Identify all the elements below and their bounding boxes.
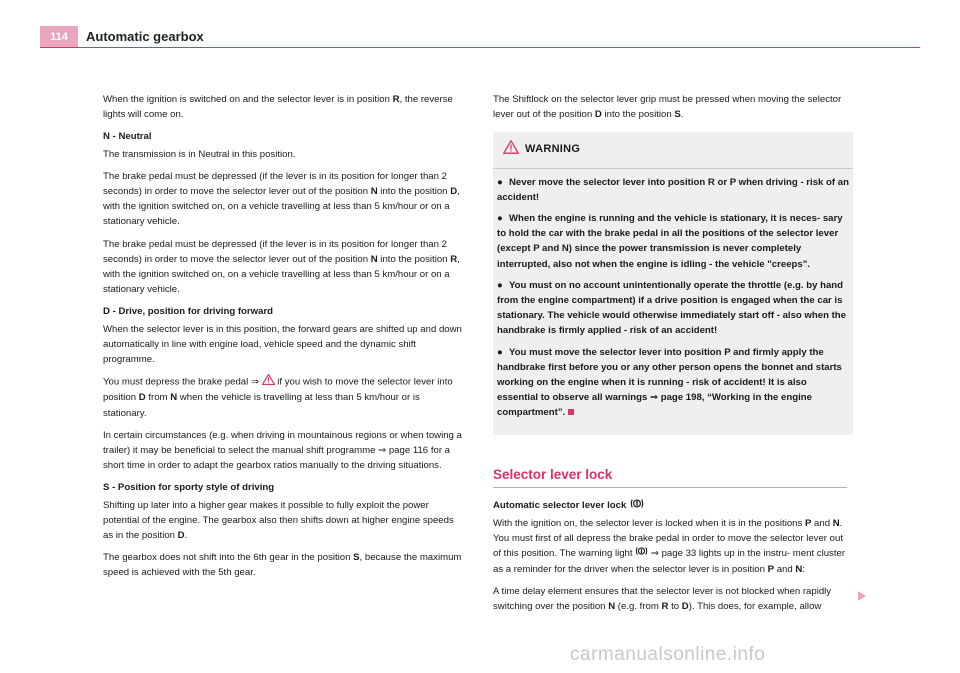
paragraph: When the ignition is switched on and the selector lever is in position R, the reverse lights will come on. <box>103 94 453 121</box>
warning-item: ● You must on no account unintentionally operate the throttle (e.g. by hand from the engine compartment) if a drive position is engaged when the car is stationary. The vehicle would otherwise immediately start off - also when the handbrake is firmly applied - risk of an accident! <box>497 279 847 337</box>
paragraph: The transmission is in Neutral in this position. <box>103 148 296 160</box>
paragraph: The brake pedal must be depressed (if the lever is in its position for longer than 2 seconds) in order to move the selector lever out of the position N into the position D, with the ignition switched on, on a vehicle travelling at less than 5 km/hour or on a stationary vehicle. <box>103 170 460 228</box>
paragraph: The brake pedal must be depressed (if the lever is in its position for longer than 2 seconds) in order to move the selector lever out of the position N into the position R, with the ignition switched on, on a vehicle travelling at less than 5 km/hour or on a stationary vehicle. <box>103 238 460 296</box>
neutral-heading: N - Neutral <box>103 131 152 143</box>
lever-lock-heading: Automatic selector lever lock <box>493 498 853 514</box>
paragraph: With the ignition on, the selector lever is locked when it is in the positions P and N. You must first of all depress the brake pedal in order to move the selector lever out of this position. The warning light ⇒ page 33 lights up in the instru- ment cluster as a reminder for the driver when the selector lever is in position P and N: <box>493 518 846 575</box>
warning-item: ● You must move the selector lever into position P and firmly apply the handbrake first before you or any other person opens the bonnet and starts working on the engine when it is running - risk of accident! It is also essential to observe all warnings ⇒ page 198, “Working in the engine compartment”. <box>497 346 842 419</box>
page-number: 114 <box>40 26 78 48</box>
end-marker-icon <box>568 409 574 415</box>
right-column <box>493 92 853 621</box>
sport-heading: S - Position for sporty style of driving <box>103 482 275 494</box>
paragraph: In certain circumstances (e.g. when driving in mountainous regions or when towing a trailer) it may be beneficial to select the manual shift programme ⇒ page 116 for a short time in order to adapt the gearbox ratios manually to the driving situations. <box>103 429 462 472</box>
page-title: Automatic gearbox <box>86 29 204 44</box>
paragraph: The Shiftlock on the selector lever grip must be pressed when moving the selector lever out of the position D into the position S. <box>493 94 842 121</box>
paragraph: The gearbox does not shift into the 6th gear in the position S, because the maximum speed is achieved with the 5th gear. <box>103 552 462 579</box>
warning-triangle-icon[interactable] <box>262 374 275 390</box>
paragraph: Shifting up later into a higher gear makes it possible to fully exploit the power potential of the engine. The gearbox also then shifts down at higher engine speeds as in the position D. <box>103 499 454 542</box>
paragraph: You must depress the brake pedal ⇒ if you wish to move the selector lever into position D from N when the vehicle is travelling at less than 5 km/hour or is stationary. <box>103 374 463 421</box>
paragraph: A time delay element ensures that the selector lever is not blocked when rapidly switching over the position N (e.g. from R to D). This does, for example, allow <box>493 586 832 613</box>
warning-box <box>493 132 853 434</box>
selector-lever-lock-icon <box>630 498 644 514</box>
watermark: carmanualsonline.info <box>570 644 766 665</box>
warning-title: WARNING <box>525 143 581 156</box>
continue-arrow-icon[interactable] <box>857 589 867 607</box>
page-header <box>40 26 920 48</box>
warning-item: ● Never move the selector lever into position R or P when driving - risk of an accident! <box>497 176 849 203</box>
paragraph: When the selector lever is in this position, the forward gears are shifted up and down automatically in line with engine load, vehicle speed and the dynamic shift programme. <box>103 323 462 366</box>
selector-lever-lock-icon <box>635 546 648 561</box>
header-divider <box>40 47 920 48</box>
left-column <box>103 92 463 588</box>
warning-header <box>493 132 853 168</box>
section-title: Selector lever lock <box>493 467 847 488</box>
warning-triangle-icon <box>503 140 519 159</box>
drive-heading: D - Drive, position for driving forward <box>103 306 274 318</box>
warning-item: ● When the engine is running and the vehicle is stationary, it is neces- sary to hold the car with the brake pedal in all the positions of the selector lever (except P and N) since the power transmission is never completely interrupted, also not when the engine is idling - the vehicle "creeps". <box>497 213 843 270</box>
